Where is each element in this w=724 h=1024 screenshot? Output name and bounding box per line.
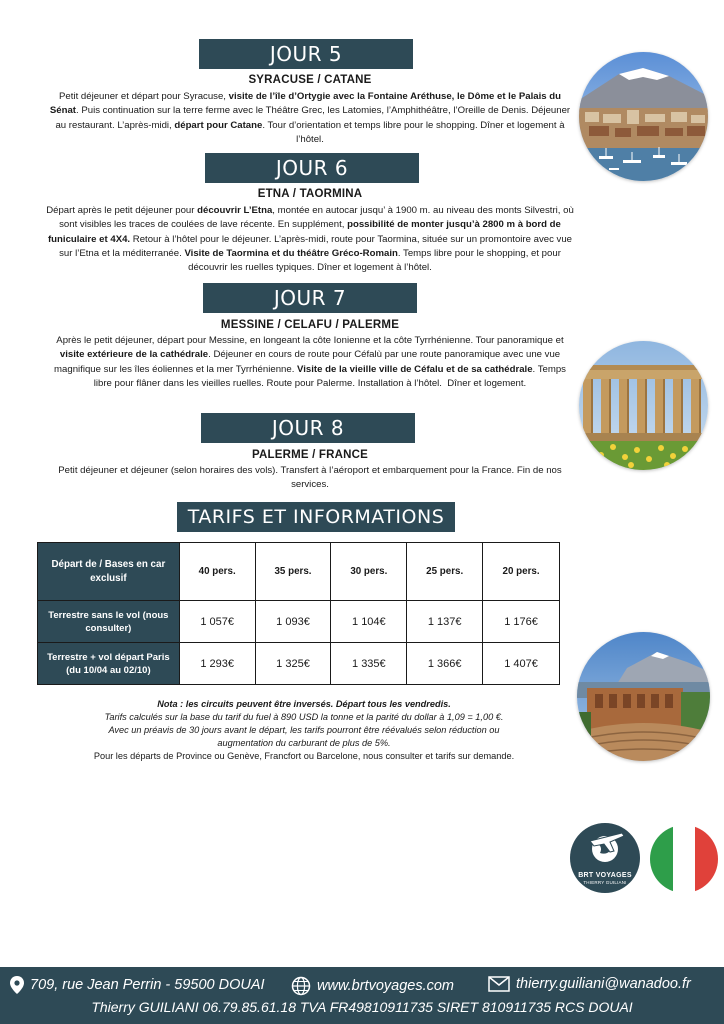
envelope-icon bbox=[488, 976, 510, 992]
flag-red-band bbox=[695, 825, 718, 893]
column-header: 25 pers. bbox=[407, 543, 483, 601]
email-link[interactable]: thierry.guiliani@wanadoo.fr bbox=[516, 976, 691, 992]
note-line: Tarifs calculés sur la base du tarif du fuel à 890 USD la tonne et la parité du dollar à 1,09 = 1,00 €. bbox=[104, 712, 504, 722]
footer bbox=[0, 967, 724, 1024]
globe-icon bbox=[291, 976, 311, 996]
day-7-banner: JOUR 7 bbox=[203, 283, 417, 313]
price-cell: 1 407€ bbox=[483, 643, 560, 685]
price-cell: 1 104€ bbox=[331, 601, 407, 643]
price-cell: 1 366€ bbox=[407, 643, 483, 685]
address-text: 709, rue Jean Perrin - 59500 DOUAI bbox=[30, 977, 265, 993]
day-8-description: Petit déjeuner et déjeuner (selon horaires des vols). Transfert à l’aéroport et embarquement pour la France. Fin de nos services. bbox=[58, 465, 562, 491]
day-6-banner: JOUR 6 bbox=[205, 153, 419, 183]
column-header: 40 pers. bbox=[179, 543, 255, 601]
italian-flag bbox=[650, 825, 718, 893]
day-5-subtitle: SYRACUSE / CATANE bbox=[248, 74, 372, 86]
row-label: Terrestre + vol départ Paris (du 10/04 au 02/10) bbox=[38, 643, 180, 685]
price-cell: 1 057€ bbox=[179, 601, 255, 643]
nota-line: Nota : les circuits peuvent être inversés. Départ tous les vendredis. bbox=[157, 699, 451, 709]
day-7-subtitle: MESSINE / CELAFU / PALERME bbox=[220, 319, 400, 331]
day-6-description: Départ après le petit déjeuner pour découvrir L’Etna, montée en autocar jusqu’ à 1900 m. au niveau des monts Silvestri, où sont visibles les traces de coulées de lave récente. En supplément, possibilité de monter jusqu’à 2800 m à bord de funiculaire et 4X4. Retour à l’hôtel pour le déjeuner. L’après-midi, route pour Taormina, située sur un promontoire avec vue sur l’Etna et la méditerranée. Visite de Taormina et du théâtre Gréco-Romain. Temps libre pour le shopping, et pour découvrir les ruelles typiques. Dîner et logement à l’hôtel. bbox=[46, 205, 574, 274]
column-header: 35 pers. bbox=[255, 543, 331, 601]
flag-green-band bbox=[650, 825, 673, 893]
day-5-banner: JOUR 5 bbox=[199, 39, 413, 69]
day-8-subtitle: PALERME / FRANCE bbox=[251, 449, 369, 461]
footer-address bbox=[10, 976, 265, 994]
price-cell: 1 293€ bbox=[179, 643, 255, 685]
logo-sub: THIERRY GUILIANI bbox=[583, 880, 627, 885]
catania-etna-photo bbox=[579, 52, 708, 181]
website-link[interactable]: www.brtvoyages.com bbox=[317, 978, 454, 994]
flag-white-band bbox=[673, 825, 696, 893]
location-pin-icon bbox=[10, 976, 24, 994]
airplane-globe-icon bbox=[570, 823, 640, 867]
table-row bbox=[38, 643, 560, 685]
note-line: Avec un préavis de 30 jours avant le départ, les tarifs pourront être réévalués selon réduction ou augmentation du carburant de plus de 5%. bbox=[108, 725, 500, 748]
note-line: Pour les départs de Province ou Genève, Francfort ou Barcelone, nous consulter et tarifs sur demande. bbox=[93, 751, 515, 761]
day-5-description: Petit déjeuner et départ pour Syracuse, visite de l’île d’Ortygie avec la Fontaine Aréthuse, le Dôme et le Palais du Sénat. Puis continuation sur la terre ferme avec le Théâtre Grec, les Latomies, l’Amphithéâtre, l’Oreille de Denis. Déjeuner au restaurant. L’après-midi, départ pour Catane. Tour d’orientation et temps libre pour le shopping. Dîner et logement à l’hôtel. bbox=[49, 91, 571, 145]
footer-email[interactable] bbox=[488, 976, 691, 992]
column-header: 30 pers. bbox=[331, 543, 407, 601]
day-6-subtitle: ETNA / TAORMINA bbox=[257, 188, 363, 200]
greek-temple-photo bbox=[579, 341, 708, 470]
price-cell: 1 093€ bbox=[255, 601, 331, 643]
tarif-notes bbox=[30, 698, 578, 763]
logo-name: BRT VOYAGES bbox=[578, 872, 632, 879]
column-header: 20 pers. bbox=[483, 543, 560, 601]
price-table bbox=[37, 542, 560, 685]
taormina-theatre-photo bbox=[577, 632, 710, 761]
row-label: Terrestre sans le vol (nous consulter) bbox=[38, 601, 180, 643]
table-row bbox=[38, 601, 560, 643]
price-cell: 1 176€ bbox=[483, 601, 560, 643]
footer-website[interactable] bbox=[291, 976, 454, 996]
day-8-banner: JOUR 8 bbox=[201, 413, 415, 443]
price-cell: 1 335€ bbox=[331, 643, 407, 685]
footer-legal: Thierry GUILIANI 06.79.85.61.18 TVA FR49810911735 SIRET 810911735 RCS DOUAI bbox=[91, 999, 633, 1015]
price-cell: 1 137€ bbox=[407, 601, 483, 643]
tarifs-banner: TARIFS ET INFORMATIONS bbox=[177, 502, 455, 532]
price-table-corner-header: Départ de / Bases en car exclusif bbox=[38, 543, 180, 601]
price-table-header-row bbox=[38, 543, 560, 601]
day-7-description: Après le petit déjeuner, départ pour Messine, en longeant la côte Ionienne et la côte Tyrrhénienne. Tour panoramique et visite extérieure de la cathédrale. Déjeuner en cours de route pour Céfalù par une route panoramique avec une vue magnifique sur les îles éoliennes et la mer Tyrrhénienne. Visite de la vieille ville de Céfalu et de sa cathédrale. Temps libre pour flâner dans les vieilles ruelles. Route pour Palerme. Installation à l’hôtel. Dîner et logement. bbox=[54, 335, 566, 389]
price-cell: 1 325€ bbox=[255, 643, 331, 685]
brt-voyages-logo bbox=[570, 823, 640, 893]
